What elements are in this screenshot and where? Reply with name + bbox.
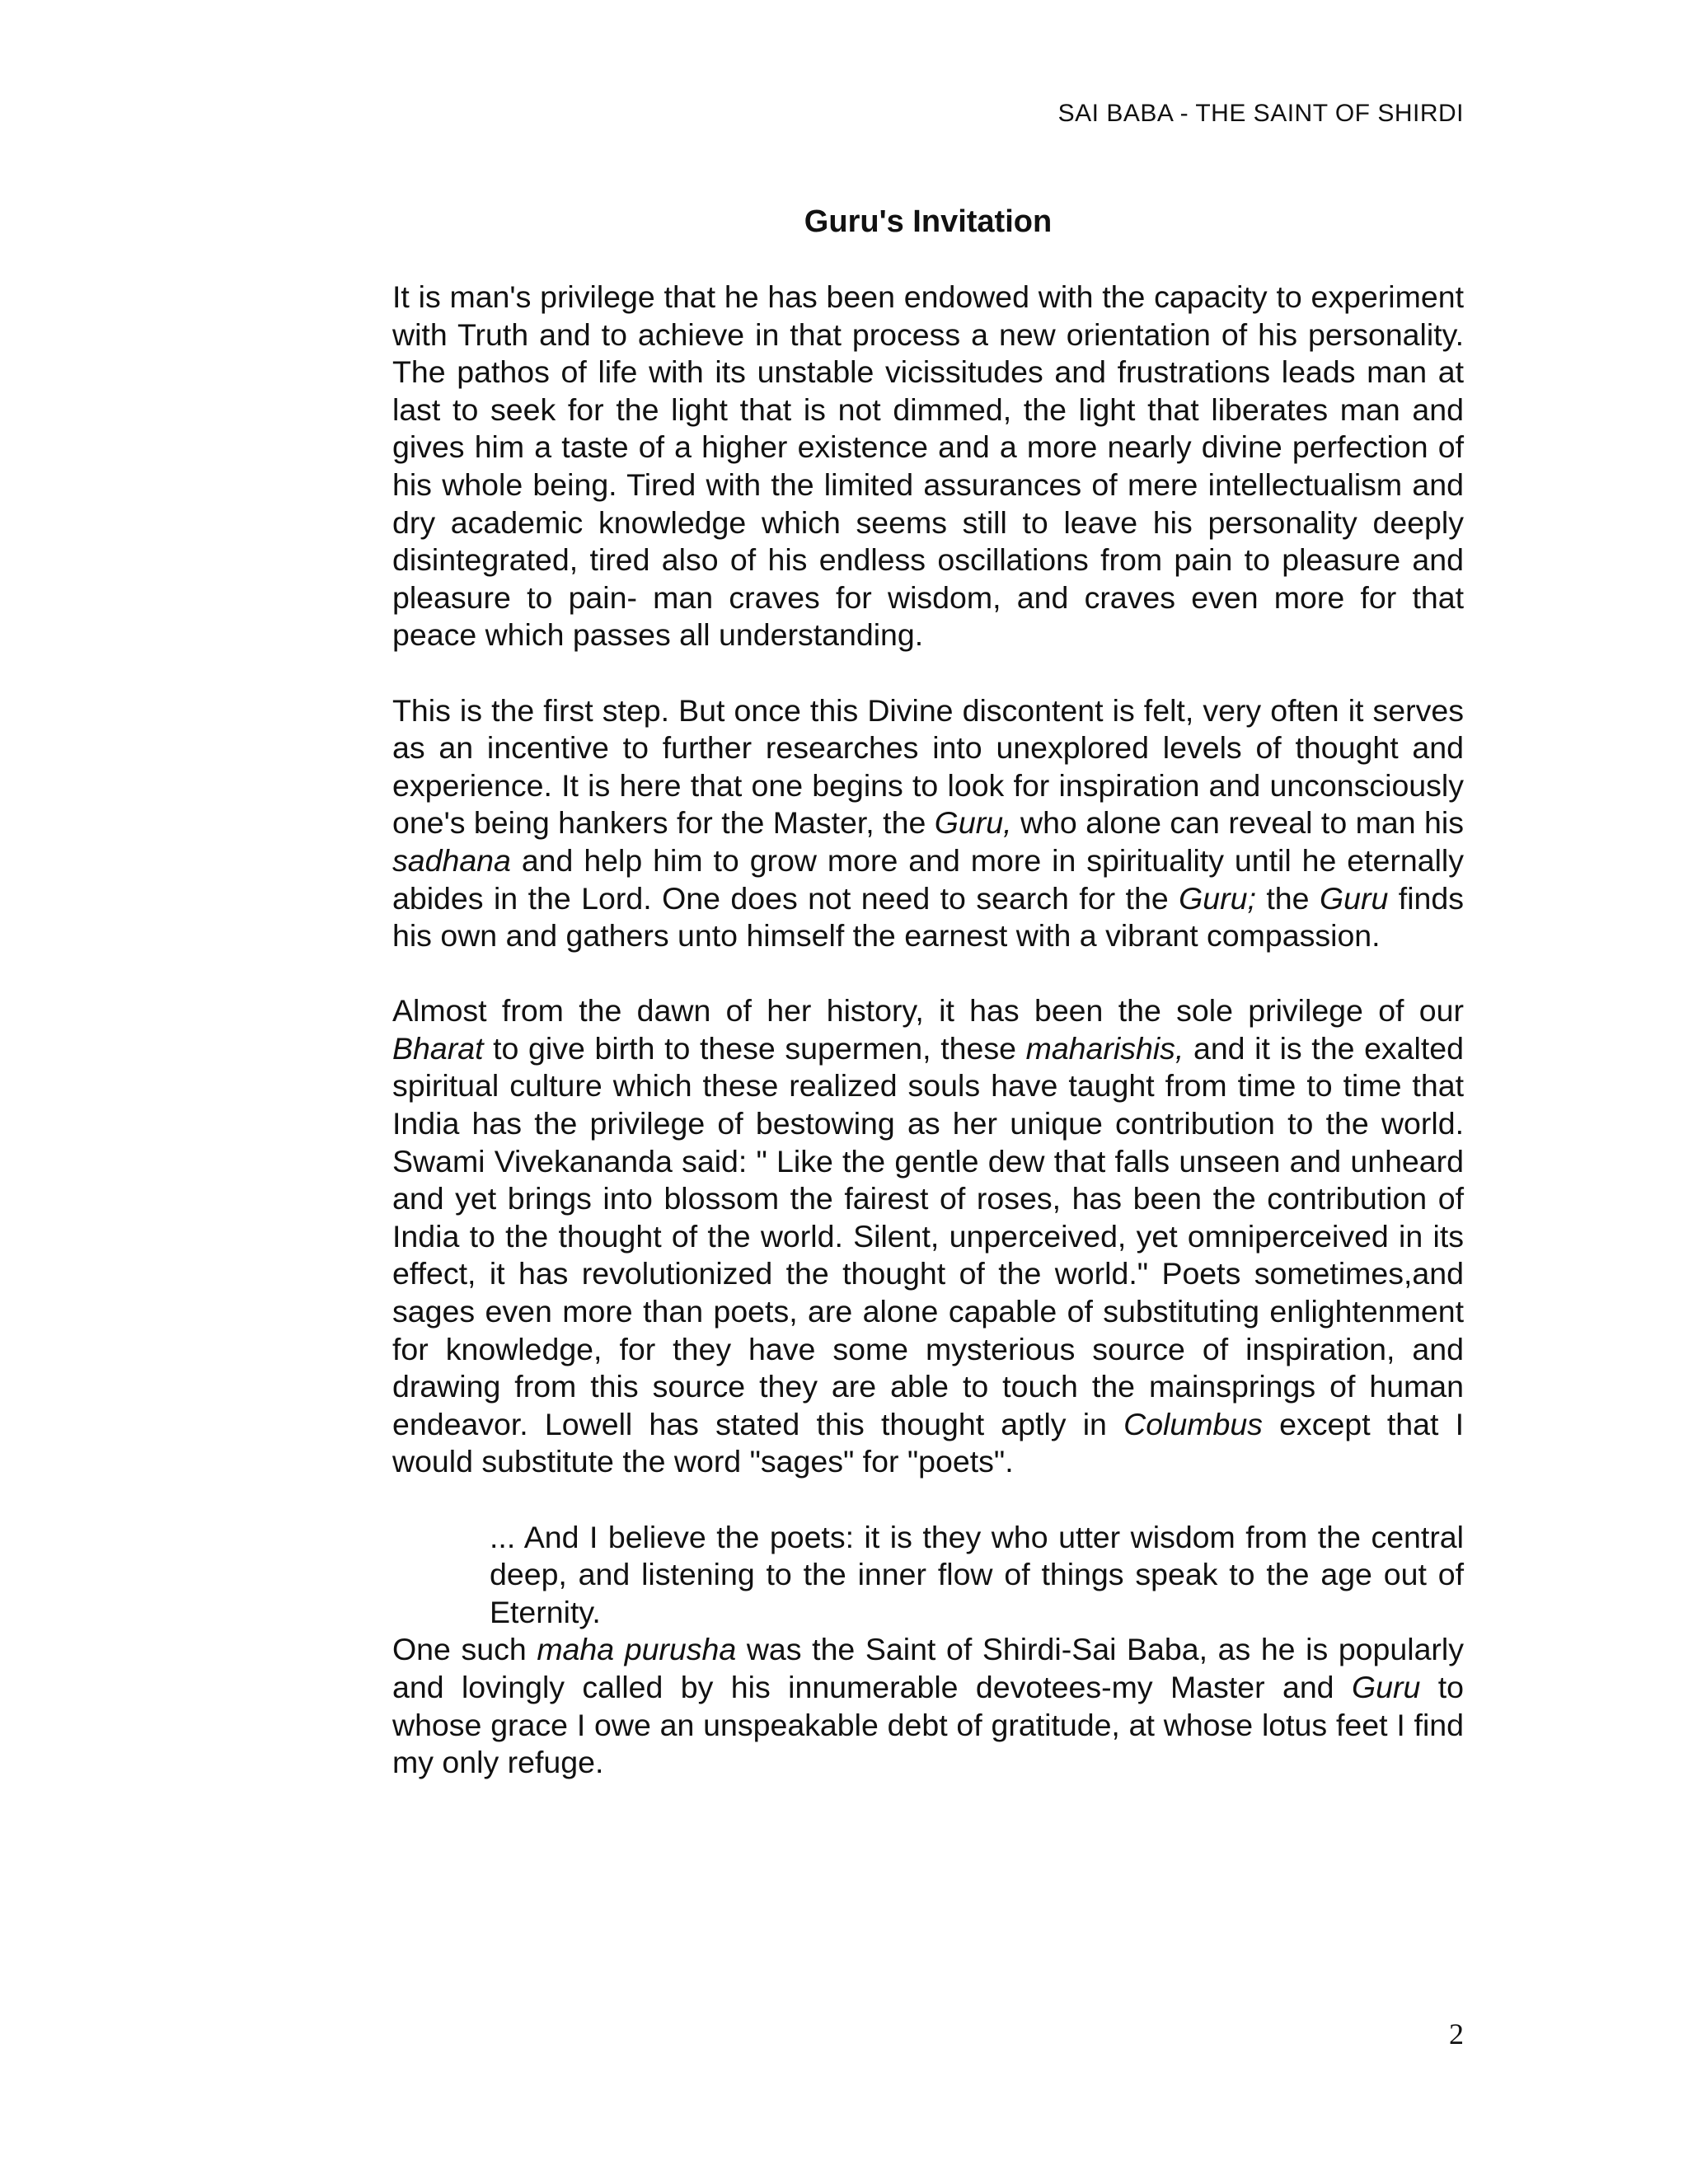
text-span: and it is the exalted spiritual culture which these realized souls have taught from time to time that India has the privilege of bestowing as her unique contribution to the world. Swami Vivekananda said: " Like the gentle dew that falls unseen and unheard and yet brings into blossom the fairest of roses, has been the contribution of India to the thought of the world. Silent, unperceived, yet omniperceived in its effect, it has revolutionized the thought of the world." Poets sometimes,and sages even more than poets, are alone capable of substituting enlightenment for knowledge, for they have some mysterious source of inspiration, and drawing from this source they are able to touch the mainsprings of human endeavor. Lowell has stated this thought aptly in bbox=[392, 1030, 1464, 1441]
italic-term: sadhana bbox=[392, 842, 511, 878]
italic-term: maharishis, bbox=[1025, 1030, 1184, 1066]
italic-term: Guru bbox=[1351, 1669, 1421, 1704]
text-span: This is the first step. But once this Divine discontent is felt, very often it serves as an incentive to further researches into unexplored levels of thought and experience. It is here that one begins to look for inspiration and unconsciously one's being hankers for the Master, the bbox=[392, 692, 1464, 841]
text-span: was the Saint of Shirdi-Sai Baba, as he is popularly and lovingly called by his innumerable devotees-my Master and bbox=[392, 1632, 1465, 1704]
text-span: and help him to grow more and more in spirituality until he eternally abides in the Lord. One does not need to search for the bbox=[392, 842, 1464, 916]
italic-term: Columbus bbox=[1123, 1406, 1263, 1441]
text-span: One such bbox=[392, 1632, 537, 1667]
text-span: finds his own and gathers unto himself the earnest with a vibrant compassion. bbox=[392, 880, 1465, 954]
paragraph-4 bbox=[392, 1631, 1464, 1781]
italic-term: Guru, bbox=[934, 805, 1012, 841]
text-span: except that I would substitute the word "sages" for "poets". bbox=[392, 1406, 1464, 1479]
text-span: the bbox=[1255, 880, 1320, 916]
text-span: who alone can reveal to man his bbox=[1011, 805, 1464, 841]
body-text bbox=[392, 279, 1464, 1782]
italic-term: Bharat bbox=[392, 1030, 484, 1066]
page-number: 2 bbox=[1449, 2018, 1464, 2050]
page-title: Guru's Invitation bbox=[804, 204, 1053, 239]
block-quote: ... And I believe the poets: it is they who utter wisdom from the central deep, and listening to the inner flow of things speak to the age out of Eternity. bbox=[490, 1519, 1464, 1629]
running-header: SAI BABA - THE SAINT OF SHIRDI bbox=[1057, 100, 1464, 127]
text-span: Almost from the dawn of her history, it has been the sole privilege of our bbox=[392, 993, 1464, 1029]
paragraph-3 bbox=[392, 992, 1464, 1481]
italic-term: Guru bbox=[1319, 880, 1389, 916]
paragraph-2 bbox=[392, 692, 1464, 955]
paragraph-1: It is man's privilege that he has been endowed with the capacity to experiment with Truth and to achieve in that process a new orientation of his personality. The pathos of life with its unstable vicissitudes and frustrations leads man at last to seek for the light that is not dimmed, the light that liberates man and gives him a taste of a higher existence and a more nearly divine perfection of his whole being. Tired with the limited assurances of mere intellectualism and dry academic knowledge which seems still to leave his personality deeply disintegrated, tired also of his endless oscillations from pain to pleasure and pleasure to pain- man craves for wisdom, and craves even more for that peace which passes all understanding. bbox=[392, 279, 1464, 653]
italic-term: Guru; bbox=[1179, 880, 1256, 916]
text-span: to give birth to these supermen, these bbox=[483, 1030, 1026, 1066]
italic-term: maha purusha bbox=[537, 1632, 737, 1667]
text-span: to whose grace I owe an unspeakable debt of gratitude, at whose lotus feet I find my only refuge. bbox=[392, 1669, 1464, 1780]
